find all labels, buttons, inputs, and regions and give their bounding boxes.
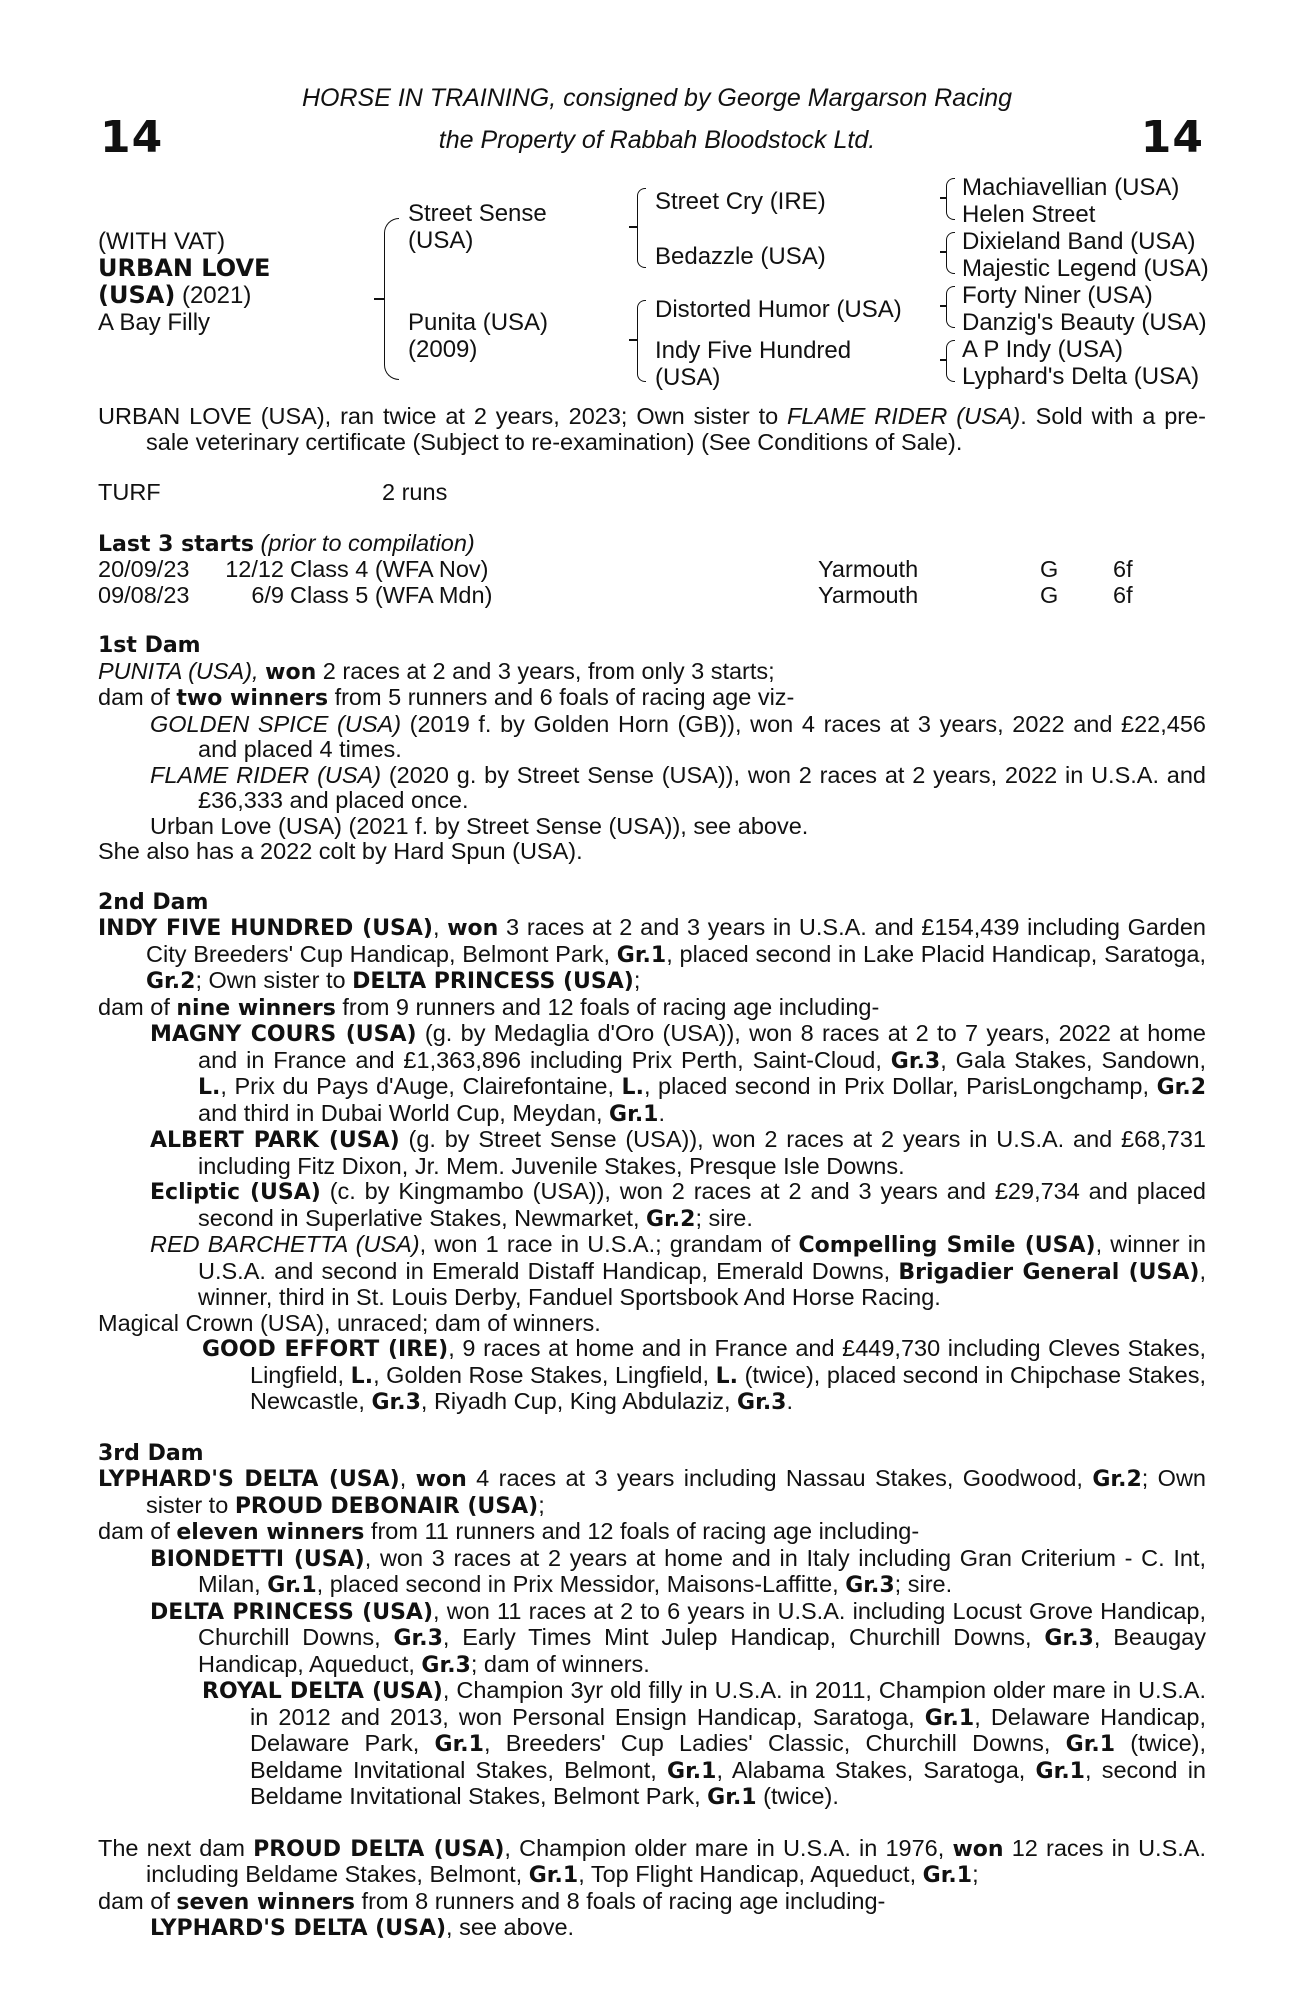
third-dam-summary: [98, 1466, 1206, 1519]
offspring-name: GOOD EFFORT (IRE): [202, 1337, 449, 1362]
offspring-name: ALBERT PARK (USA): [150, 1128, 400, 1153]
text-fragment: Gr.1: [1065, 1732, 1116, 1757]
third-dam-heading: 3rd Dam: [98, 1440, 204, 1466]
offspring-entry: [98, 1599, 1206, 1679]
grand-offspring-entry: [98, 1336, 1206, 1416]
offspring-entry: [98, 763, 1206, 814]
offspring-name: FLAME RIDER (USA): [150, 761, 382, 788]
horse-name: URBAN LOVE: [98, 254, 271, 282]
start-course: Yarmouth: [818, 581, 919, 608]
offspring-entry: Urban Love (USA) (2021 f. by Street Sense (USA)), see above.: [150, 812, 809, 839]
next-dam-name: PROUD DELTA (USA): [253, 1836, 505, 1862]
text-fragment: seven winners: [176, 1889, 356, 1915]
catalogue-body: [98, 404, 1206, 1942]
text-fragment: Gr.3: [1044, 1626, 1094, 1651]
pedigree-dam: [408, 309, 548, 363]
text-fragment: , Champion older mare in U.S.A. in 1976,: [504, 1834, 953, 1861]
text-fragment: Gr.1: [528, 1863, 579, 1888]
g3-brace-3-tip: [940, 305, 946, 307]
offspring-entry: [98, 712, 1206, 763]
text-fragment: Gr.2: [1156, 1075, 1206, 1100]
text-fragment: , winner, third in St. Louis Derby, Fanduel Sportsbook And Horse Racing.: [198, 1257, 1206, 1310]
text-fragment: DELTA PRINCESS (USA): [352, 969, 634, 994]
third-dam-produce: [98, 1519, 1206, 1546]
dam-year: (2009): [408, 336, 478, 363]
sire-sire: Street Cry (IRE): [655, 188, 826, 215]
lot-number-right: 14: [1140, 112, 1204, 163]
gen3-2: Helen Street: [962, 201, 1096, 228]
start-date: 20/09/23: [98, 556, 190, 582]
text-fragment: 3 races at 2 and 3 years in U.S.A. and £154,439 including Garden City Breeders' Cup Handicap, Belmont Park,: [146, 914, 1207, 967]
second-dam-summary: [98, 915, 1206, 995]
text-fragment: ; sire.: [695, 1204, 753, 1231]
text-fragment: Gr.2: [146, 969, 196, 994]
text-fragment: Gr.1: [667, 1758, 717, 1784]
pedigree-brace-main: [384, 218, 399, 380]
first-dam-heading: 1st Dam: [98, 633, 201, 658]
text-fragment: , placed second in Prix Dollar, ParisLongchamp,: [643, 1073, 1157, 1099]
intro-sibling: FLAME RIDER (USA): [787, 403, 1021, 429]
text-fragment: (twice).: [756, 1783, 839, 1809]
gen3-3: Dixieland Band (USA): [962, 228, 1196, 255]
text-fragment: ;: [633, 967, 641, 993]
text-fragment: Gr.3: [737, 1390, 787, 1415]
text-fragment: Gr.1: [434, 1732, 484, 1757]
g3-brace-1-tip: [940, 197, 946, 199]
text-fragment: , Beaugay Handicap, Aqueduct,: [198, 1624, 1206, 1677]
sire-country: (USA): [408, 227, 474, 254]
gen3-5: Forty Niner (USA): [962, 282, 1153, 309]
text-fragment: , Prix du Pays d'Auge, Clairefontaine,: [220, 1073, 622, 1099]
text-fragment: and third in Dubai World Cup, Meydan,: [198, 1099, 610, 1126]
g3-brace-3: [946, 286, 955, 328]
dam-name: Punita (USA): [408, 309, 549, 336]
text-fragment: , see above.: [446, 1914, 575, 1940]
pedigree-sire: [408, 200, 547, 254]
text-fragment: , Top Flight Handicap, Aqueduct,: [578, 1861, 923, 1887]
horse-country: (USA): [98, 281, 176, 309]
first-dam-winners: two winners: [176, 686, 329, 711]
first-dam-produce-b: from 5 runners and 6 foals of racing age viz-: [328, 684, 795, 710]
start-row: [98, 583, 1206, 609]
g3-brace-1: [946, 178, 955, 220]
dam-dam-country: (USA): [655, 364, 721, 391]
text-fragment: (twice), Beldame Invitational Stakes, Belmont,: [250, 1730, 1206, 1783]
intro-vet-note: pre-sale veterinary certificate (Subject to re-examination) (See Conditions of Sale).: [146, 403, 1206, 455]
g3-brace-4-tip: [940, 359, 946, 361]
intro-paragraph: [98, 404, 1206, 455]
turf-label: TURF: [98, 479, 161, 505]
first-dam-summary: [98, 659, 1206, 686]
text-fragment: dam of: [98, 1887, 177, 1914]
third-dam-name: LYPHARD'S DELTA (USA): [98, 1467, 400, 1492]
sire-brace-tip: [629, 226, 637, 228]
offspring-name: ROYAL DELTA (USA): [202, 1679, 443, 1704]
dam-dam: [655, 337, 851, 391]
text-fragment: Gr.1: [707, 1785, 757, 1810]
dam-brace: [637, 300, 646, 382]
text-fragment: dam of: [98, 1518, 177, 1544]
text-fragment: , Alabama Stakes, Saratoga,: [716, 1756, 1036, 1783]
offspring-name: MAGNY COURS (USA): [150, 1022, 417, 1047]
gen3-1: Machiavellian (USA): [962, 174, 1180, 201]
text-fragment: The next dam: [98, 1834, 254, 1861]
text-fragment: Gr.1: [924, 1705, 975, 1731]
gen3-4: Majestic Legend (USA): [962, 255, 1209, 282]
text-fragment: , Gala Stakes, Sandown,: [940, 1046, 1206, 1073]
start-going: G: [1040, 556, 1059, 582]
dam-sire: Distorted Humor (USA): [655, 296, 902, 323]
horse-year: (2021): [175, 282, 252, 309]
intro-text: URBAN LOVE (USA), ran twice at 2 years, 2023; Own sister to: [98, 403, 788, 429]
text-fragment: , Early Times Mint Julep Handicap, Churchill Downs,: [442, 1624, 1045, 1650]
text-fragment: Brigadier General (USA): [898, 1259, 1200, 1285]
text-fragment: 4 races at 3 years including Nassau Stakes, Goodwood,: [466, 1465, 1093, 1491]
text-fragment: ; sire.: [894, 1571, 953, 1597]
offspring-entry: [98, 1021, 1206, 1127]
first-dam-produce-a: dam of: [98, 684, 177, 710]
text-fragment: Gr.1: [922, 1863, 973, 1888]
text-fragment: (g. by Medaglia d'Oro (USA)), won 8 races at 2 to 7 years, 2022 at home and in France and £1,363,896 including Prix Perth, Saint-Cloud,: [198, 1020, 1206, 1073]
text-fragment: L.: [198, 1075, 221, 1100]
text-fragment: , won 1 race in U.S.A.; grandam of: [419, 1231, 799, 1257]
text-fragment: Gr.1: [609, 1101, 659, 1127]
first-dam-note: She also has a 2022 colt by Hard Spun (USA).: [98, 838, 583, 864]
text-fragment: Gr.1: [1035, 1758, 1085, 1784]
first-dam-produce: [98, 685, 1206, 712]
text-fragment: ;: [538, 1491, 545, 1518]
horse-description: A Bay Filly: [98, 309, 211, 336]
text-fragment: (twice), placed second in Chipchase Stakes, Newcastle,: [250, 1361, 1206, 1414]
start-date: 09/08/23: [98, 581, 190, 608]
text-fragment: , 9 races at home and in France and £449,730 including Cleves Stakes, Lingfield,: [250, 1335, 1206, 1388]
offspring-entry: [98, 1232, 1206, 1311]
text-fragment: Compelling Smile (USA): [798, 1233, 1096, 1258]
sire-dam: Bedazzle (USA): [655, 243, 826, 270]
text-fragment: 12 races in U.S.A. including Beldame Stakes, Belmont,: [146, 1834, 1206, 1887]
gen3-7: A P Indy (USA): [962, 336, 1123, 363]
text-fragment: L.: [350, 1363, 374, 1389]
text-fragment: Gr.2: [646, 1206, 696, 1232]
text-fragment: from 9 runners and 12 foals of racing age including-: [335, 993, 880, 1020]
next-dam-summary: [98, 1836, 1206, 1889]
text-fragment: , Golden Rose Stakes, Lingfield,: [373, 1361, 716, 1388]
text-fragment: , Champion 3yr old filly in U.S.A. in 2011, Champion older mare in U.S.A. in 2012 and 2013, won Personal Ensign Handicap, Saratoga,: [250, 1677, 1206, 1730]
next-dam-produce: [98, 1889, 1206, 1916]
last-starts-heading: [98, 531, 1206, 558]
text-fragment: Gr.3: [890, 1048, 941, 1074]
offspring-entry: [98, 1179, 1206, 1232]
offspring-name: DELTA PRINCESS (USA): [150, 1599, 434, 1625]
dam-dam-name: Indy Five Hundred: [655, 337, 852, 364]
text-fragment: , placed second in Prix Messidor, Maisons-Laffitte,: [316, 1571, 846, 1597]
text-fragment: ; dam of winners.: [470, 1650, 650, 1677]
offspring-name: LYPHARD'S DELTA (USA): [150, 1916, 447, 1941]
text-fragment: , won 11 races at 2 to 6 years in U.S.A. including Locust Grove Handicap, Churchill Downs,: [198, 1597, 1206, 1650]
start-distance: 6f: [1113, 556, 1133, 582]
start-position: 12/12: [225, 556, 284, 582]
text-fragment: , placed second in Lake Placid Handicap, Saratoga,: [666, 940, 1206, 967]
second-dam-produce: [98, 995, 1206, 1022]
offspring-name: BIONDETTI (USA): [150, 1546, 365, 1572]
text-fragment: Gr.1: [267, 1573, 317, 1598]
text-fragment: Gr.3: [371, 1390, 421, 1415]
text-fragment: Gr.3: [845, 1573, 895, 1598]
horse-identity: [98, 228, 270, 336]
text-fragment: dam of: [98, 993, 177, 1020]
text-fragment: won: [415, 1467, 467, 1492]
offspring-record: (2019 f. by Golden Horn (GB)), won 4 races at 3 years, 2022 and £22,456 and placed 4 times.: [198, 710, 1206, 762]
grand-offspring-entry: [98, 1678, 1206, 1811]
text-fragment: Gr.1: [616, 942, 667, 968]
last-starts-title: Last 3 starts: [98, 531, 255, 557]
text-fragment: Gr.2: [1092, 1467, 1142, 1492]
vat-note: (WITH VAT): [98, 228, 226, 255]
first-dam-record: 2 races at 2 and 3 years, from only 3 starts;: [316, 657, 775, 684]
text-fragment: L.: [621, 1075, 644, 1100]
text-fragment: , Breeders' Cup Ladies' Classic, Churchill Downs,: [483, 1730, 1066, 1756]
text-fragment: , Riyadh Cup, King Abdulaziz,: [420, 1388, 738, 1414]
text-fragment: from 11 runners and 12 foals of racing age including-: [364, 1518, 920, 1544]
offspring-entry: [98, 1915, 1206, 1942]
offspring-name: RED BARCHETTA (USA): [150, 1231, 420, 1257]
g3-brace-2-tip: [940, 251, 946, 253]
text-fragment: ; Own sister to: [146, 1465, 1207, 1518]
sire-brace: [637, 188, 646, 268]
text-fragment: ,: [399, 1465, 416, 1491]
text-fragment: L.: [715, 1363, 739, 1389]
text-fragment: , Delaware Handicap, Delaware Park,: [250, 1703, 1206, 1756]
start-class: Class 5 (WFA Mdn): [290, 581, 493, 608]
text-fragment: Gr.3: [393, 1626, 443, 1651]
offspring-record: (2020 g. by Street Sense (USA)), won 2 races at 2 years, 2022 in U.S.A. and £36,333 and placed once.: [198, 761, 1207, 813]
g3-brace-4: [946, 340, 955, 382]
offspring-entry: [98, 1546, 1206, 1599]
first-dam-name: PUNITA (USA),: [98, 657, 266, 684]
consignor-line: HORSE IN TRAINING, consigned by George Margarson Racing: [302, 84, 1012, 112]
sire-name: Street Sense: [408, 200, 547, 227]
start-distance: 6f: [1113, 581, 1133, 608]
text-fragment: , won 3 races at 2 years at home and in Italy including Gran Criterium - C. Int, Milan,: [198, 1544, 1206, 1597]
property-line: the Property of Rabbah Bloodstock Ltd.: [438, 126, 876, 154]
text-fragment: (g. by Street Sense (USA)), won 2 races at 2 years in U.S.A. and £68,731 including Fitz Dixon, Jr. Mem. Juvenile Stakes, Presque Isle Downs.: [198, 1126, 1206, 1179]
second-dam-name: INDY FIVE HUNDRED (USA): [98, 916, 433, 941]
text-fragment: .: [658, 1099, 666, 1126]
offspring-name: Ecliptic (USA): [150, 1180, 321, 1205]
text-fragment: ; Own sister to: [195, 967, 353, 993]
text-fragment: nine winners: [176, 995, 336, 1021]
text-fragment: Gr.3: [421, 1652, 471, 1678]
turf-runs: 2 runs: [382, 479, 448, 505]
g3-brace-2: [946, 232, 955, 274]
offspring-entry: Magical Crown (USA), unraced; dam of winners.: [98, 1309, 601, 1336]
turf-record: [98, 480, 1206, 506]
text-fragment: eleven winners: [176, 1520, 365, 1545]
text-fragment: , winner in U.S.A. and second in Emerald Distaff Handicap, Emerald Downs,: [198, 1231, 1206, 1284]
start-going: G: [1040, 581, 1059, 608]
offspring-entry: [98, 1127, 1206, 1179]
last-starts-note: (prior to compilation): [254, 529, 475, 556]
start-position: 6/9: [251, 581, 284, 608]
text-fragment: ,: [433, 914, 448, 940]
pedigree-brace-main-tip: [374, 298, 384, 300]
text-fragment: won: [447, 916, 499, 941]
text-fragment: (c. by Kingmambo (USA)), won 2 races at 2 and 3 years and £29,734 and placed second in Superlative Stakes, Newmarket,: [198, 1178, 1206, 1231]
text-fragment: , second in Beldame Invitational Stakes, Belmont Park,: [250, 1756, 1206, 1809]
start-row: [98, 557, 1206, 583]
lot-number-left: 14: [100, 112, 164, 163]
offspring-name: GOLDEN SPICE (USA): [150, 710, 402, 737]
text-fragment: PROUD DEBONAIR (USA): [234, 1493, 539, 1519]
pedigree-gen3: [962, 174, 1209, 390]
text-fragment: .: [786, 1388, 794, 1414]
dam-brace-tip: [629, 339, 637, 341]
gen3-6: Danzig's Beauty (USA): [962, 309, 1207, 336]
second-dam-heading: 2nd Dam: [98, 889, 209, 915]
text-fragment: won: [952, 1836, 1004, 1862]
text-fragment: from 8 runners and 8 foals of racing age including-: [355, 1887, 886, 1914]
start-course: Yarmouth: [818, 556, 919, 582]
intro-text-end: . Sold with a: [1020, 403, 1156, 429]
start-class: Class 4 (WFA Nov): [290, 556, 489, 582]
horse-name-line2: [98, 282, 270, 309]
gen3-8: Lyphard's Delta (USA): [962, 363, 1200, 390]
text-fragment: ;: [972, 1861, 979, 1887]
first-dam-won: won: [265, 659, 317, 685]
